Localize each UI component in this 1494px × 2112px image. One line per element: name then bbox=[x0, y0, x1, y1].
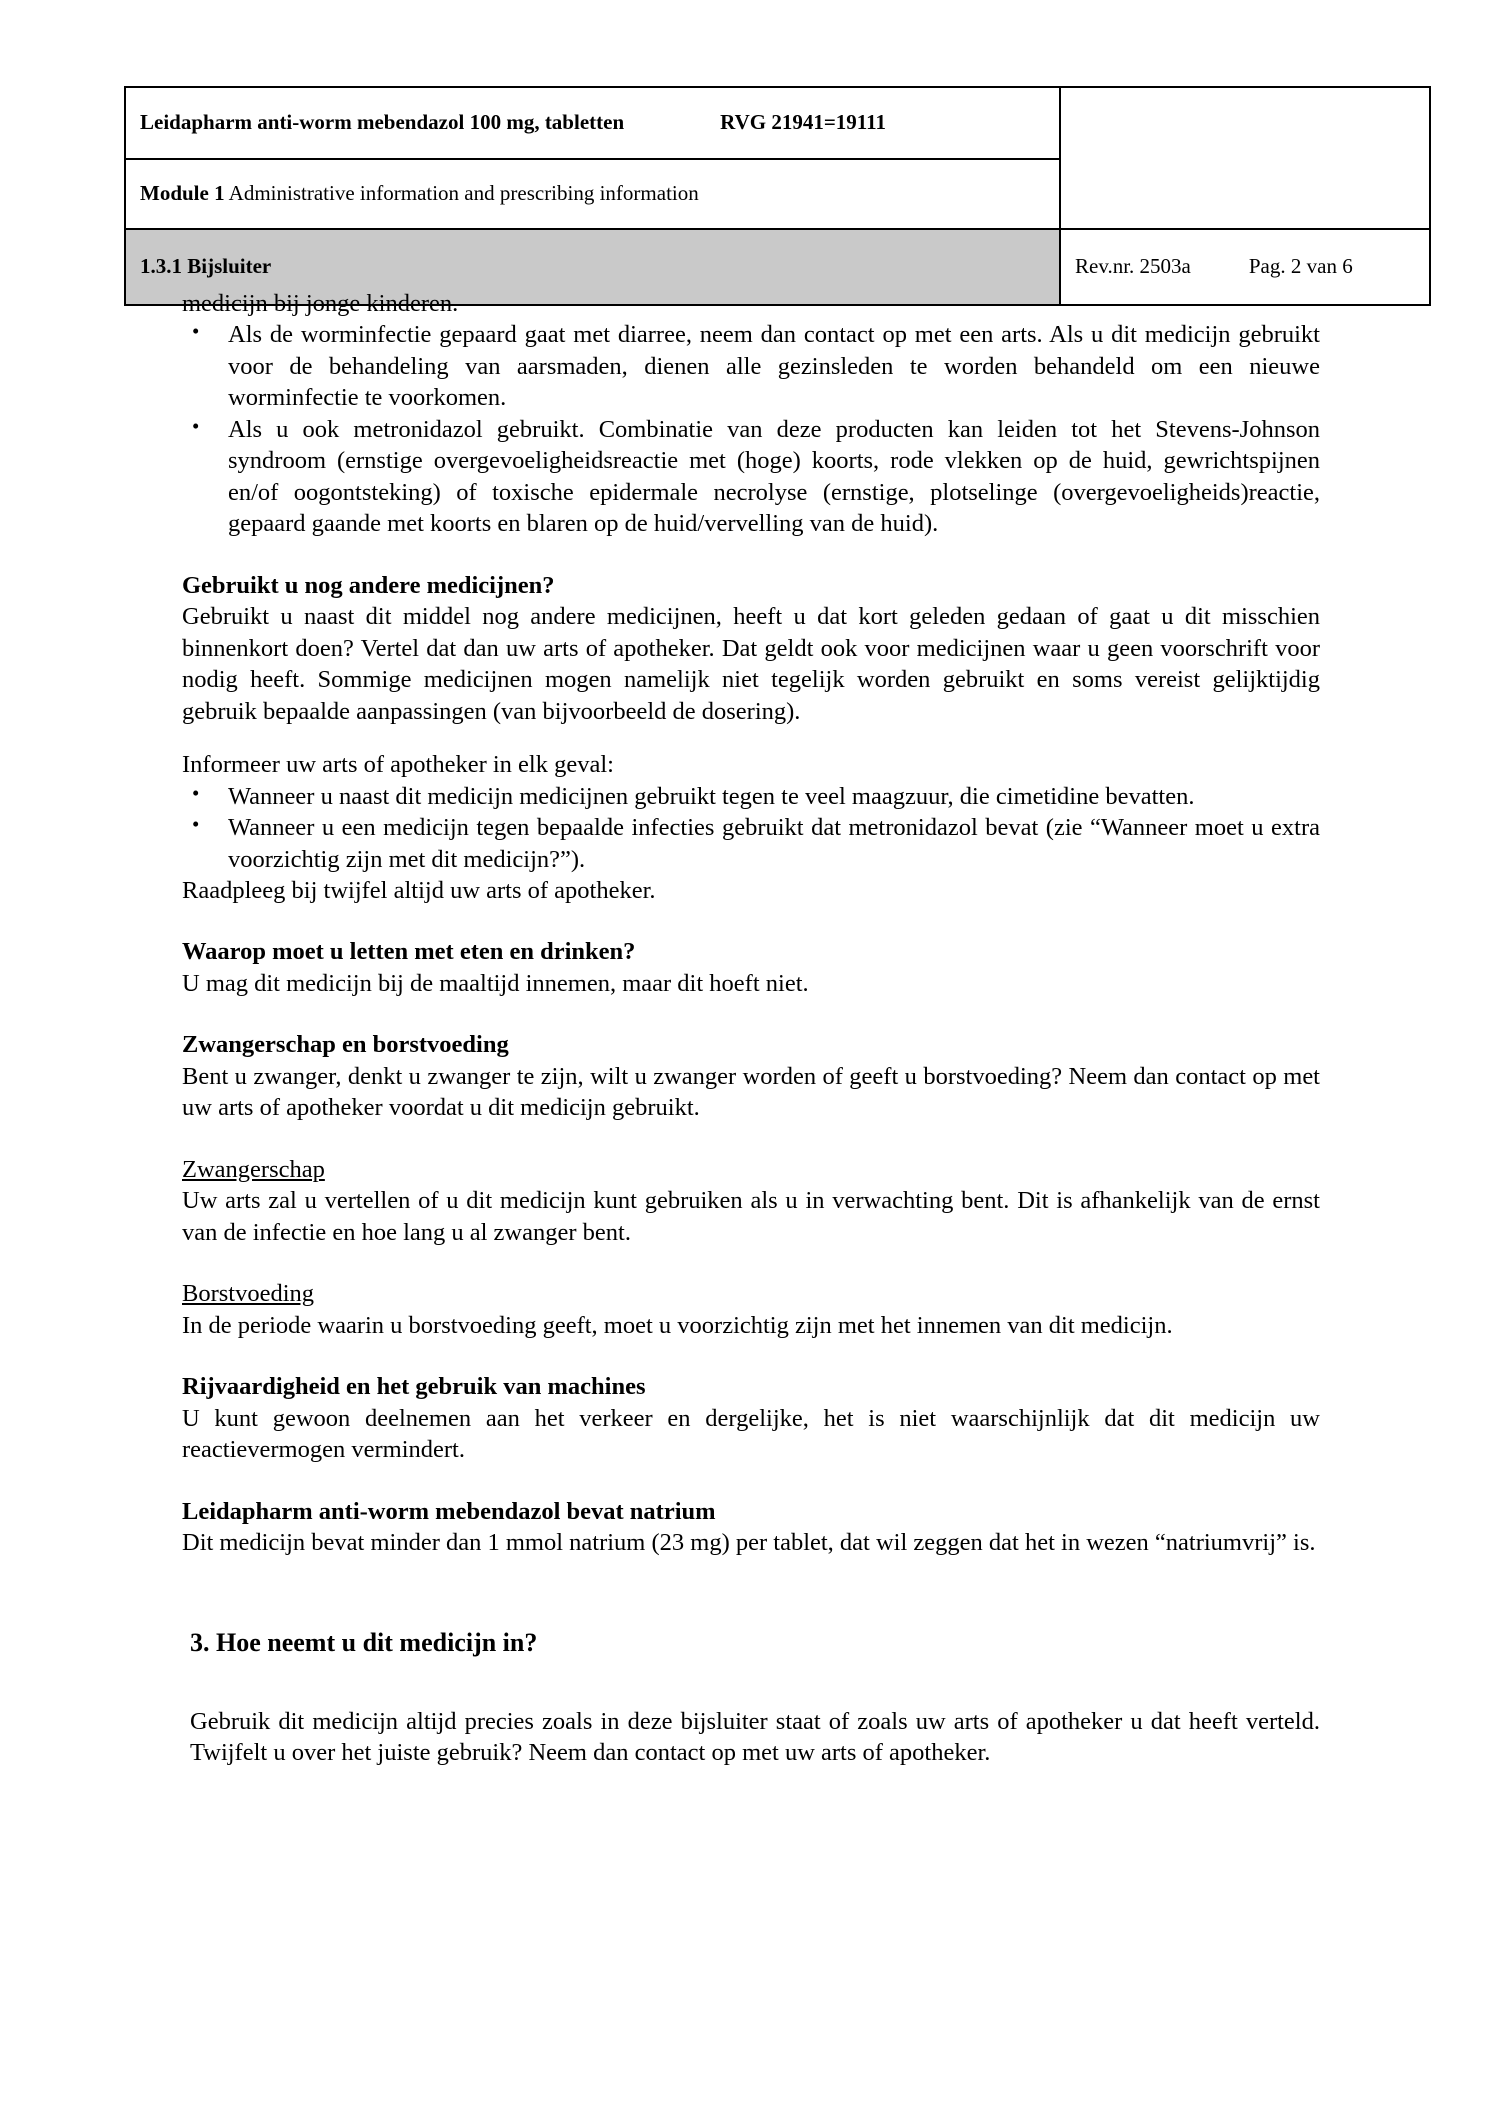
paragraph-contains-sodium: Dit medicijn bevat minder dan 1 mmol natrium (23 mg) per tablet, dat wil zeggen dat het in wezen “natriumvrij” is. bbox=[182, 1529, 1316, 1556]
list-item: • Wanneer u naast dit medicijn medicijnen gebruikt tegen te veel maagzuur, die cimetidine bevatten. bbox=[182, 781, 1320, 812]
module-label: Module 1 bbox=[140, 180, 225, 205]
document-header-table bbox=[124, 86, 1431, 306]
list-item: • Wanneer u een medicijn tegen bepaalde infecties gebruikt dat metronidazol bevat (zie “Wanneer moet u extra voorzichtig zijn met dit medicijn?”). bbox=[182, 812, 1320, 875]
heading-contains-sodium: Leidapharm anti-worm mebendazol bevat natrium bbox=[182, 1497, 716, 1525]
paragraph-other-medicines: Gebruikt u naast dit middel nog andere medicijnen, heeft u dat kort geleden gedaan of gaat u dit misschien binnenkort doen? Vertel dat dan uw arts of apotheker. Dat geldt ook voor medicijnen waar u geen voorschrift voor nodig heeft. Sommige medicijnen mogen namelijk niet tegelijk worden gebruikt en soms vereist gelijktijdig gebruik bepaalde aanpassingen (van bijvoorbeeld de dosering). bbox=[182, 603, 1320, 725]
module-description: Administrative information and prescribing information bbox=[224, 180, 699, 205]
section-number-label: 1.3.1 Bijsluiter bbox=[125, 229, 1060, 305]
continued-text-line: medicijn bij jonge kinderen. bbox=[182, 290, 459, 317]
header-product-cell bbox=[125, 87, 1060, 159]
paragraph-how-to-take: Gebruik dit medicijn altijd precies zoals in deze bijsluiter staat of zoals uw arts of apotheker u dat heeft verteld. Twijfelt u over het juiste gebruik? Neem dan contact op met uw arts of apotheker. bbox=[190, 1707, 1320, 1767]
subheading-pregnancy: Zwangerschap bbox=[182, 1155, 325, 1183]
paragraph-consult-closing: Raadpleeg bij twijfel altijd uw arts of apotheker. bbox=[182, 876, 656, 904]
revision-number: Rev.nr. 2503a bbox=[1075, 253, 1191, 278]
header-row-module bbox=[125, 159, 1430, 229]
header-row-title bbox=[125, 87, 1430, 159]
paragraph-inform-intro: Informeer uw arts of apotheker in elk geval: bbox=[182, 751, 614, 779]
header-module-cell bbox=[125, 159, 1060, 229]
document-body bbox=[182, 288, 1320, 1769]
subheading-breastfeeding: Borstvoeding bbox=[182, 1280, 315, 1308]
paragraph-driving-machines: U kunt gewoon deelnemen aan het verkeer en dergelijke, het is niet waarschijnlijk dat dit medicijn uw reactievermogen vermindert. bbox=[182, 1404, 1320, 1464]
paragraph-pregnancy: Uw arts zal u vertellen of u dit medicijn kunt gebruiken als u in verwachting bent. Dit is afhankelijk van de ernst van de infectie en hoe lang u al zwanger bent. bbox=[182, 1187, 1320, 1246]
page-number: Pag. 2 van 6 bbox=[1248, 253, 1353, 278]
list-item: • Als de worminfectie gepaard gaat met diarree, neem dan contact op met een arts. Als u dit medicijn gebruikt voor de behandeling van aarsmaden, dienen alle gezinsleden te worden behandeld om een nieuwe worminfectie te voorkomen. bbox=[182, 319, 1320, 413]
heading-how-to-take: 3. Hoe neemt u dit medicijn in? bbox=[190, 1628, 538, 1658]
heading-driving-machines: Rijvaardigheid en het gebruik van machines bbox=[182, 1373, 646, 1401]
warning-bullet-list bbox=[182, 319, 1320, 539]
paragraph-food-and-drink: U mag dit medicijn bij de maaltijd innemen, maar dit hoeft niet. bbox=[182, 969, 809, 997]
heading-other-medicines: Gebruikt u nog andere medicijnen? bbox=[182, 571, 555, 599]
header-blank-cell-top bbox=[1060, 87, 1430, 159]
paragraph-breastfeeding: In de periode waarin u borstvoeding geeft, moet u voorzichtig zijn met het innemen van dit medicijn. bbox=[182, 1311, 1173, 1339]
rvg-number: RVG 21941=19111 bbox=[720, 109, 886, 134]
product-title: Leidapharm anti-worm mebendazol 100 mg, tabletten bbox=[140, 109, 625, 134]
header-blank-cell-mid bbox=[1060, 159, 1430, 229]
heading-food-and-drink: Waarop moet u letten met eten en drinken? bbox=[182, 938, 636, 966]
inform-bullet-list bbox=[182, 781, 1320, 875]
list-item: • Als u ook metronidazol gebruikt. Combinatie van deze producten kan leiden tot het Stevens-Johnson syndroom (ernstige overgevoeligheidsreactie met (hoge) koorts, rode vlekken op de huid, gewrichtspijnen en/of oogontsteking) of toxische epidermale necrolyse (ernstige, plotselinge (overgevoeligheids)reactie, gepaard gaande met koorts en blaren op de huid/vervelling van de huid). bbox=[182, 414, 1320, 540]
paragraph-pregnancy-breastfeeding: Bent u zwanger, denkt u zwanger te zijn, wilt u zwanger worden of geeft u borstvoeding? Neem dan contact op met uw arts of apotheker voordat u dit medicijn gebruikt. bbox=[182, 1062, 1320, 1122]
heading-pregnancy-breastfeeding: Zwangerschap en borstvoeding bbox=[182, 1031, 509, 1059]
